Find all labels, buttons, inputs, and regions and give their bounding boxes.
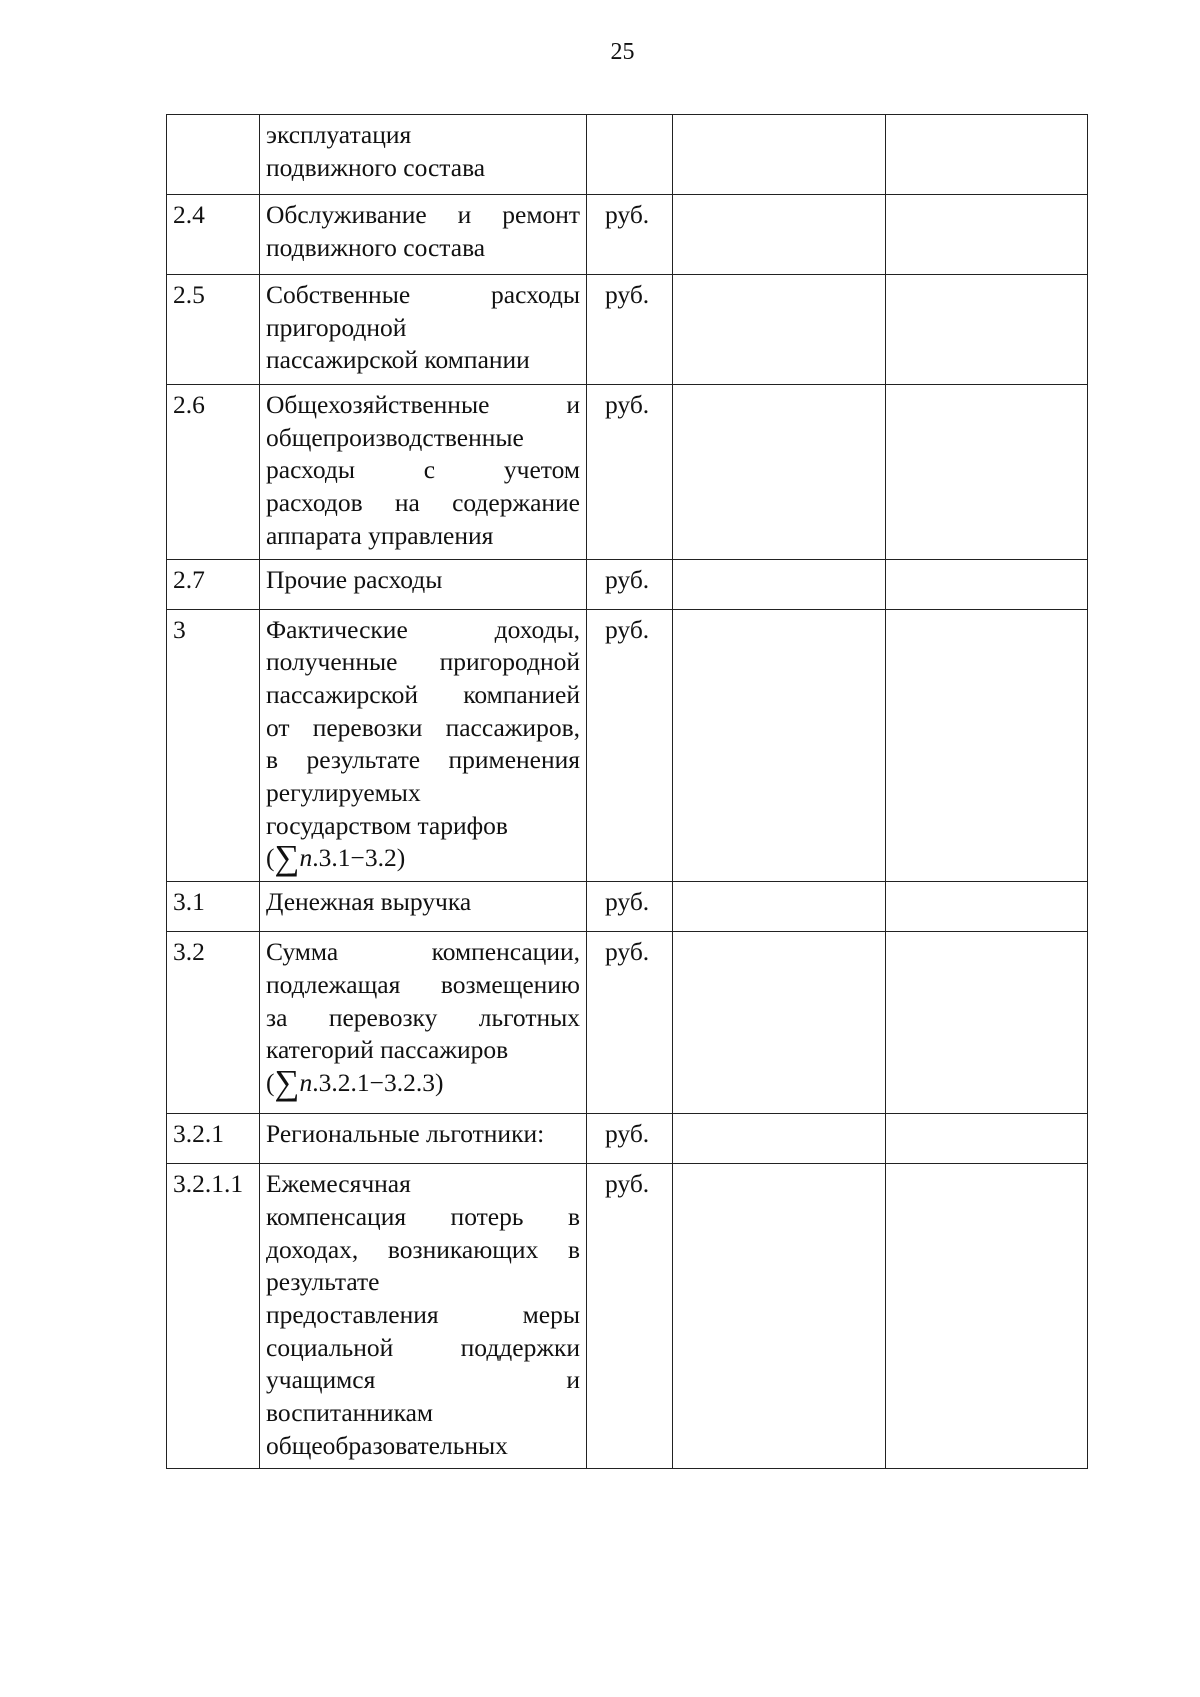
value-cell-2 [886, 115, 1088, 195]
row-name-line: пассажирской компанией [266, 679, 580, 709]
row-name [260, 1114, 587, 1164]
row-name [260, 932, 587, 1114]
value-cell-2 [886, 195, 1088, 275]
row-name-line: пассажирской компании [266, 345, 530, 375]
row-name-line: эксплуатация [266, 120, 412, 149]
row-name-line: Фактические доходы, [266, 614, 580, 644]
value-cell-2 [886, 1164, 1088, 1469]
formula-variable: n [299, 843, 313, 873]
table-row [167, 882, 1088, 932]
table-row [167, 385, 1088, 560]
row-unit: руб. [587, 932, 673, 1114]
formula-open-paren: ( [266, 843, 275, 873]
page-number: 25 [610, 39, 635, 65]
row-name-line: регулируемых [266, 778, 421, 808]
row-name-line: подвижного состава [266, 152, 486, 182]
row-name-line: воспитанникам [266, 1398, 434, 1428]
row-name-line: категорий пассажиров [266, 1035, 509, 1065]
value-cell-2 [886, 882, 1088, 932]
row-name-line: за перевозку льготных [266, 1002, 580, 1032]
row-name-line: пригородной [266, 312, 407, 342]
formula-variable: n [299, 1067, 313, 1097]
row-name-line: подвижного состава [266, 232, 486, 262]
row-name-line: результате [266, 1267, 380, 1297]
row-number: 3 [167, 609, 260, 882]
row-name-line: в результате применения [266, 745, 580, 775]
value-cell-2 [886, 385, 1088, 560]
formula-open-paren: ( [266, 1067, 275, 1097]
row-name-line: учащимся и [266, 1365, 580, 1395]
row-name-line: социальной поддержки [266, 1332, 580, 1362]
row-name [260, 1164, 587, 1469]
row-name-line: Ежемесячная [266, 1169, 411, 1199]
row-name-line: Прочие расходы [266, 564, 443, 594]
row-name-line: аппарата управления [266, 520, 494, 550]
value-cell-1 [673, 275, 886, 385]
row-name [260, 882, 587, 932]
row-name-line: полученные пригородной [266, 647, 580, 677]
table-row [167, 115, 1088, 195]
value-cell-1 [673, 1114, 886, 1164]
row-name-line: Денежная выручка [266, 887, 472, 917]
row-name-line: подлежащая возмещению [266, 969, 580, 999]
row-name-line: общеобразовательных [266, 1430, 508, 1460]
table-row [167, 609, 1088, 882]
row-number: 2.6 [167, 385, 260, 560]
row-name [260, 195, 587, 275]
row-name-line: общепроизводственные [266, 422, 524, 452]
row-number: 2.7 [167, 559, 260, 609]
formula-range: .3.2.1−3.2.3) [312, 1067, 444, 1097]
row-name-line: расходов на содержание [266, 488, 580, 518]
value-cell-2 [886, 609, 1088, 882]
sum-formula [266, 1062, 580, 1102]
row-unit [587, 115, 673, 195]
row-number [167, 115, 260, 195]
value-cell-1 [673, 1164, 886, 1469]
value-cell-1 [673, 932, 886, 1114]
table-row [167, 1164, 1088, 1469]
row-number: 2.5 [167, 275, 260, 385]
row-unit: руб. [587, 882, 673, 932]
row-name-line: Общехозяйственные и [266, 390, 580, 419]
value-cell-1 [673, 882, 886, 932]
row-unit: руб. [587, 609, 673, 882]
row-unit: руб. [587, 275, 673, 385]
table-row [167, 1114, 1088, 1164]
value-cell-2 [886, 1114, 1088, 1164]
table-row [167, 559, 1088, 609]
row-unit: руб. [587, 1164, 673, 1469]
sum-formula [266, 838, 580, 878]
row-name [260, 609, 587, 882]
formula-range: .3.1−3.2) [312, 843, 406, 873]
value-cell-1 [673, 559, 886, 609]
report-table [166, 114, 1088, 1469]
row-name-line: Собственные расходы [266, 280, 580, 309]
table-body [167, 115, 1088, 1469]
value-cell-2 [886, 932, 1088, 1114]
row-unit: руб. [587, 1114, 673, 1164]
row-name-line: компенсация потерь в [266, 1201, 580, 1231]
table-row [167, 195, 1088, 275]
row-number: 3.2.1.1 [167, 1164, 260, 1469]
sum-symbol: ∑ [274, 1062, 300, 1102]
row-name [260, 275, 587, 385]
row-number: 2.4 [167, 195, 260, 275]
value-cell-2 [886, 559, 1088, 609]
row-unit: руб. [587, 385, 673, 560]
sum-symbol: ∑ [274, 838, 300, 878]
row-name-line: доходах, возникающих в [266, 1234, 580, 1264]
row-name-line: Региональные льготники: [266, 1119, 545, 1149]
table-row [167, 275, 1088, 385]
row-name-line: от перевозки пассажиров, [266, 712, 580, 742]
row-number: 3.2.1 [167, 1114, 260, 1164]
row-name-line: Сумма компенсации, [266, 937, 580, 967]
table-row [167, 932, 1088, 1114]
row-name [260, 385, 587, 560]
row-name-line: Обслуживание и ремонт [266, 200, 580, 229]
row-number: 3.2 [167, 932, 260, 1114]
row-name-line: расходы с учетом [266, 455, 580, 485]
value-cell-1 [673, 115, 886, 195]
value-cell-1 [673, 385, 886, 560]
row-number: 3.1 [167, 882, 260, 932]
row-name-line: предоставления меры [266, 1299, 580, 1329]
row-unit: руб. [587, 559, 673, 609]
value-cell-2 [886, 275, 1088, 385]
value-cell-1 [673, 195, 886, 275]
row-name [260, 115, 587, 195]
row-unit: руб. [587, 195, 673, 275]
value-cell-1 [673, 609, 886, 882]
row-name-line: государством тарифов [266, 810, 508, 840]
row-name [260, 559, 587, 609]
